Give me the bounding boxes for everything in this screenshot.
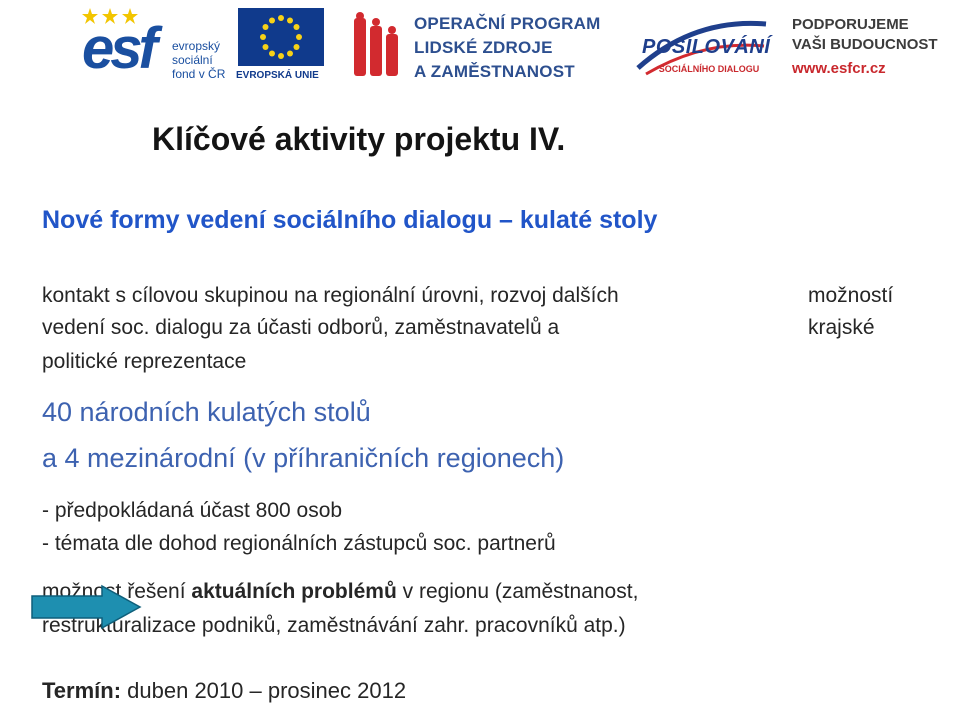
support-line: VAŠI BUDOUCNOST xyxy=(792,36,938,53)
possibility-bold: aktuálních problémů xyxy=(191,580,397,603)
support-url: www.esfcr.cz xyxy=(792,60,886,77)
op-line: A ZAMĚSTNANOST xyxy=(414,62,575,81)
para-line: kontakt s cílovou skupinou na regionální úrovni, rozvoj dalších xyxy=(42,284,619,307)
figures-icon xyxy=(352,12,400,82)
slide-title: Klíčové aktivity projektu IV. xyxy=(152,121,566,157)
term-value: duben 2010 – prosinec 2012 xyxy=(121,678,407,703)
esf-sub-line: fond v ČR xyxy=(172,67,226,81)
possibility-pre: možnost řešení xyxy=(42,580,192,603)
support-line: PODPORUJEME xyxy=(792,16,909,33)
possibility-line: restrukturalizace podniků, zaměstnávání zahr. pracovníků atp.) xyxy=(42,614,626,637)
para-line-right: možností xyxy=(808,284,894,307)
support-logo xyxy=(792,16,952,86)
op-line: LIDSKÉ ZDROJE xyxy=(414,38,553,57)
para-line: vedení soc. dialogu za účasti odborů, zaměstnavatelů a xyxy=(42,316,560,339)
logo-strip xyxy=(0,0,959,92)
arrow-right-icon xyxy=(30,584,142,630)
op-line: OPERAČNÍ PROGRAM xyxy=(414,14,601,33)
eu-logo xyxy=(236,8,328,84)
term-line xyxy=(42,678,406,704)
eu-caption: EVROPSKÁ UNIE xyxy=(236,70,319,81)
eu-flag-icon xyxy=(238,8,324,66)
esf-sub-line: sociální xyxy=(172,53,213,67)
esf-letters: esf xyxy=(82,16,154,81)
bullet-item: - témata dle dohod regionálních zástupců soc. partnerů xyxy=(42,532,556,555)
para-line-right: krajské xyxy=(808,316,875,339)
esf-logo xyxy=(78,6,230,84)
posilovani-logo xyxy=(634,10,772,86)
highlight-line: a 4 mezinárodní (v příhraničních regionech) xyxy=(42,443,565,473)
posilovani-subtitle: SOCIÁLNÍHO DIALOGU xyxy=(658,64,760,74)
bullet-item: - předpokládaná účast 800 osob xyxy=(42,499,343,522)
para-line: politické reprezentace xyxy=(42,350,247,373)
slide-subtitle: Nové formy vedení sociálního dialogu – kulaté stoly xyxy=(42,206,658,234)
highlight-line: 40 národních kulatých stolů xyxy=(42,397,371,427)
esf-sub-line: evropský xyxy=(172,39,221,53)
posilovani-title: POSILOVÁNÍ xyxy=(642,36,771,58)
op-lzz-logo xyxy=(352,10,622,86)
possibility-post: v regionu (zaměstnanost, xyxy=(396,580,639,603)
term-label: Termín: xyxy=(42,678,122,703)
